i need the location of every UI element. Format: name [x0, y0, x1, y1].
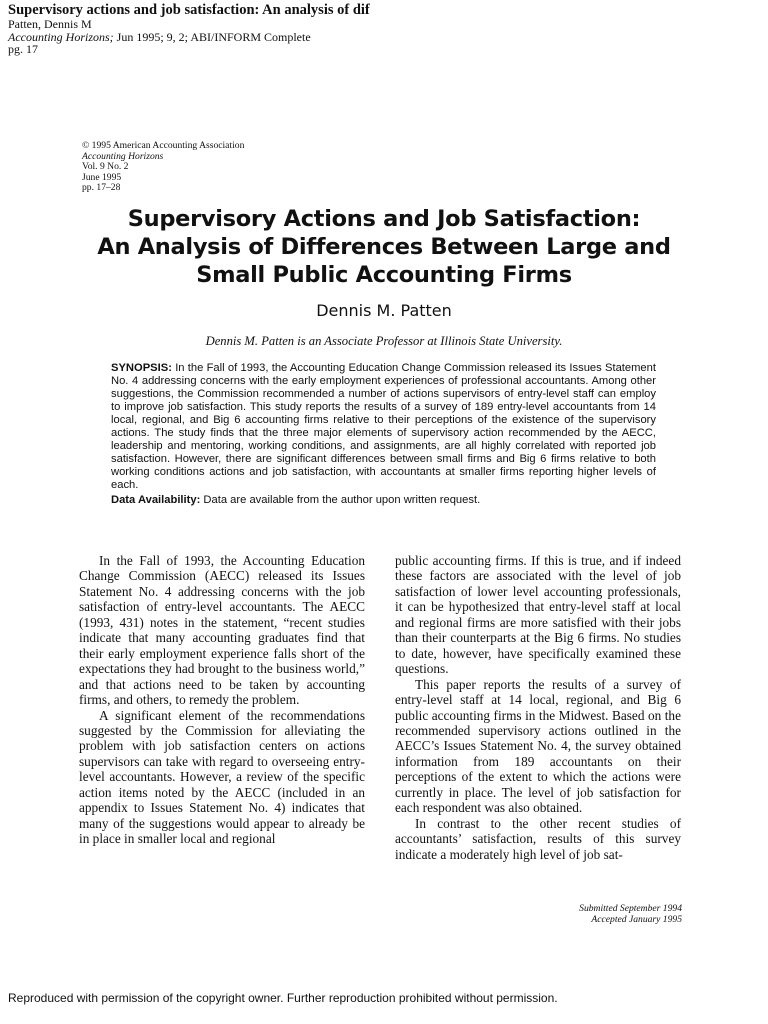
article-title-line: An Analysis of Differences Between Large and	[97, 234, 671, 260]
synopsis-text: In the Fall of 1993, the Accounting Education Change Commission released its Issues Statement No. 4 addressing concerns with the early employment experiences of professional accountants. Among other suggestions, the Commission recommended a number of actions supervisors of entry-level staff can employ to improve job satisfaction. This study reports the results of a survey of 189 entry-level accountants from 14 local, regional, and Big 6 accounting firms relative to their perceptions of the existence of the supervisory actions. The study finds that the three major elements of supervisory action recommended by the AECC, leadership and mentoring, working conditions, and assignments, are all highly correlated with reported job satisfaction. However, there are significant differences between small firms and Big 6 firms relative to both working conditions actions and job satisfaction, with accountants at smaller firms reporting higher levels of each.	[111, 362, 656, 491]
synopsis-label: SYNOPSIS:	[111, 362, 172, 374]
header-page: pg. 17	[8, 42, 38, 56]
submission-dates	[480, 903, 682, 925]
article-title-line: Supervisory Actions and Job Satisfaction:	[127, 206, 641, 232]
citation-copyright: © 1995 American Accounting Association	[82, 140, 245, 151]
accepted-date: Accepted January 1995	[591, 914, 682, 925]
citation-date: June 1995	[82, 171, 122, 183]
data-availability-text: Data are available from the author upon written request.	[200, 493, 481, 506]
header-author: Patten, Dennis M	[8, 17, 92, 31]
body-paragraph: public accounting firms. If this is true, and if indeed these factors are associated with the level of job satisfaction of lower level accounting professionals, it can be hypothesized that entry-level staff at local and regional firms are more satisfied with their jobs than their counterparts at the Big 6 firms. No studies to date, however, have specifically examined these questions.	[395, 553, 681, 677]
body-paragraph: In contrast to the other recent studies of accountants’ satisfaction, results of this survey indicate a moderately high level of job sat-	[395, 815, 681, 862]
citation-journal: Accounting Horizons	[82, 150, 164, 162]
body-column-right	[395, 553, 681, 862]
copyright-footer: Reproduced with permission of the copyright owner. Further reproduction prohibited without permission.	[8, 991, 558, 1005]
article-title	[84, 205, 684, 289]
citation-pages: pp. 17–28	[82, 182, 121, 194]
submitted-date: Submitted September 1994	[579, 903, 682, 914]
synopsis-paragraph	[111, 362, 656, 492]
header-source	[8, 31, 748, 44]
body-column-left	[79, 553, 365, 847]
article-author: Dennis M. Patten	[316, 301, 452, 320]
header-title: Supervisory actions and job satisfaction: An analysis of dif	[8, 2, 370, 18]
header-journal: Accounting Horizons;	[8, 29, 114, 44]
citation-block	[82, 141, 244, 194]
body-paragraph: This paper reports the results of a survey of entry-level staff at 14 local, regional, and Big 6 public accounting firms in the Midwest. Based on the recommended supervisory actions outlined in the AECC’s Issues Statement No. 4, the survey obtained information from 189 accountants on their perceptions of the extent to which the actions were currently in place. The level of job satisfaction for each respondent was also obtained.	[395, 676, 681, 816]
citation-volume: Vol. 9 No. 2	[82, 161, 129, 173]
header-issue-info: Jun 1995; 9, 2; ABI/INFORM Complete	[113, 29, 311, 44]
body-paragraph: A significant element of the recommendations suggested by the Commission for alleviating the problem with job satisfaction centers on actions supervisors can take with regard to overseeing entry-level accountants. However, a review of the specific action items noted by the AECC (included in an appendix to Issues Statement No. 4) indicates that many of the suggestions would appear to already be in place in smaller local and regional	[79, 707, 365, 847]
author-affiliation: Dennis M. Patten is an Associate Professor at Illinois State University.	[205, 334, 563, 348]
document-header	[8, 3, 748, 56]
body-paragraph: In the Fall of 1993, the Accounting Education Change Commission (AECC) released its Issues Statement No. 4 addressing concerns with the job satisfaction of entry-level accountants. The AECC (1993, 431) notes in the statement, “recent studies indicate that many accounting graduates find that their early employment experience falls short of the expectations they had brought to the business world,” and that actions need to be taken by accounting firms, and others, to remedy the problem.	[79, 553, 365, 708]
data-availability	[111, 494, 656, 507]
synopsis	[111, 362, 656, 506]
data-availability-label: Data Availability:	[111, 493, 201, 506]
article-title-line: Small Public Accounting Firms	[196, 262, 572, 288]
